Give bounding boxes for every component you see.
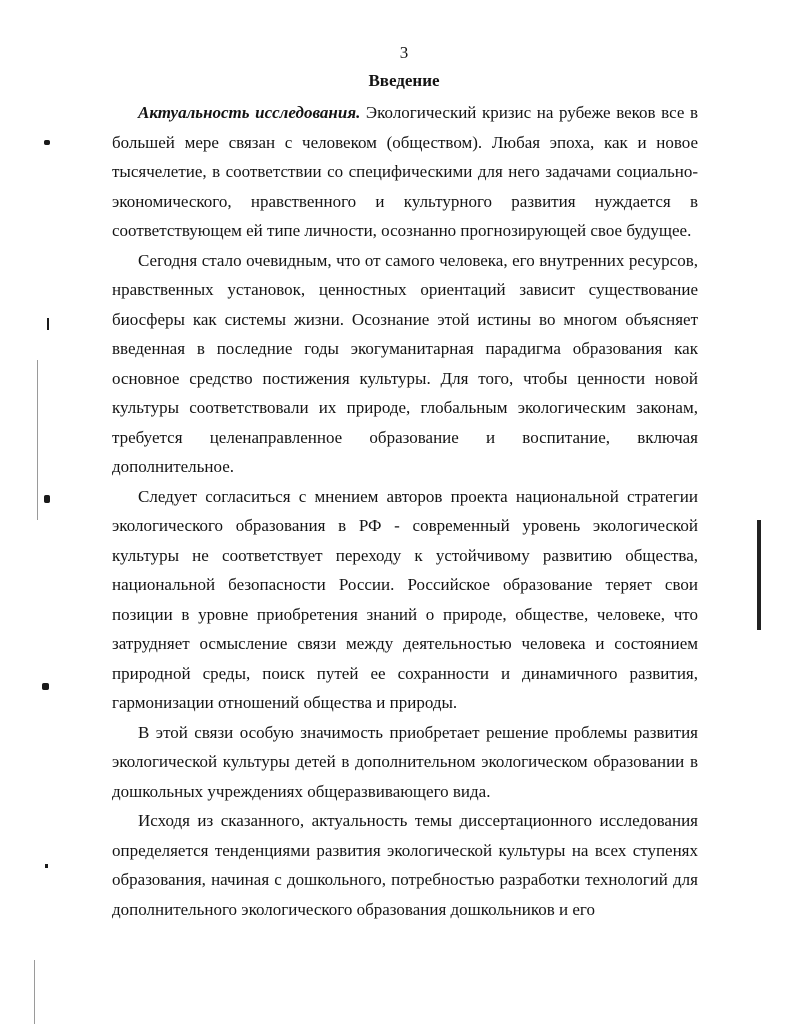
- scan-mark: [47, 318, 49, 330]
- scan-mark: [42, 683, 49, 690]
- paragraph-conclusion: Исходя из сказанного, актуальность темы диссертационного исследования определяется тенденциями развития экологической культуры на всех ступенях образования, начиная с дошкольного, потребностью разработки технологий для дополнительного экологического образования дошкольников и его: [112, 811, 698, 919]
- page-number: 3: [399, 43, 409, 62]
- paragraph-biosphere: Сегодня стало очевидным, что от самого человека, его внутренних ресурсов, нравственных установок, ценностных ориентаций зависит существование биосферы как системы жизни. Осознание этой истины во многом объясняет введенная в последние годы экогуманитарная парадигма образования как основное средство постижения культуры. Для того, чтобы ценности новой культуры соответствовали их природе, глобальным экологическим законам, требуется целенаправленное образование и воспитание, включая дополнительное.: [112, 250, 698, 476]
- scan-mark: [45, 864, 48, 868]
- body-text: [112, 98, 698, 924]
- scan-mark: [44, 140, 50, 145]
- scan-mark: [757, 520, 761, 630]
- paragraph-strategy: Следует согласиться с мнением авторов проекта национальной стратегии экологического образования в РФ - современный уровень экологической культуры не соответствует переходу к устойчивому развитию общества, национальной безопасности России. Российское образование теряет свои позиции в уровне приобретения знаний о природе, обществе, человеке, что затрудняет осмысление связи между деятельностью человека и состоянием природной среды, поиск путей ее сохранности и динамичного развития, гармонизации отношений общества и природы.: [112, 486, 698, 712]
- paragraph-text: Экологический кризис на рубеже веков все в большей мере связан с человеком (обществом). Любая эпоха, как и новое тысячелетие, в соответствии со специфическими для него задачами социально-экономического, нравственного и культурного развития нуждается в соответствующем ей типе личности, осознанно прогнозирующей свое будущее.: [112, 103, 699, 240]
- scan-mark: [44, 495, 50, 503]
- section-title: Введение: [368, 71, 440, 90]
- paragraph-relevance: [112, 98, 698, 246]
- paragraph-lead: Актуальность исследования.: [138, 103, 361, 122]
- scan-mark: [34, 960, 35, 1024]
- paragraph-significance: В этой связи особую значимость приобретает решение проблемы развития экологической культуры детей в дополнительном экологическом образовании в дошкольных учреждениях общеразвивающего вида.: [112, 722, 698, 801]
- scan-mark: [37, 360, 38, 520]
